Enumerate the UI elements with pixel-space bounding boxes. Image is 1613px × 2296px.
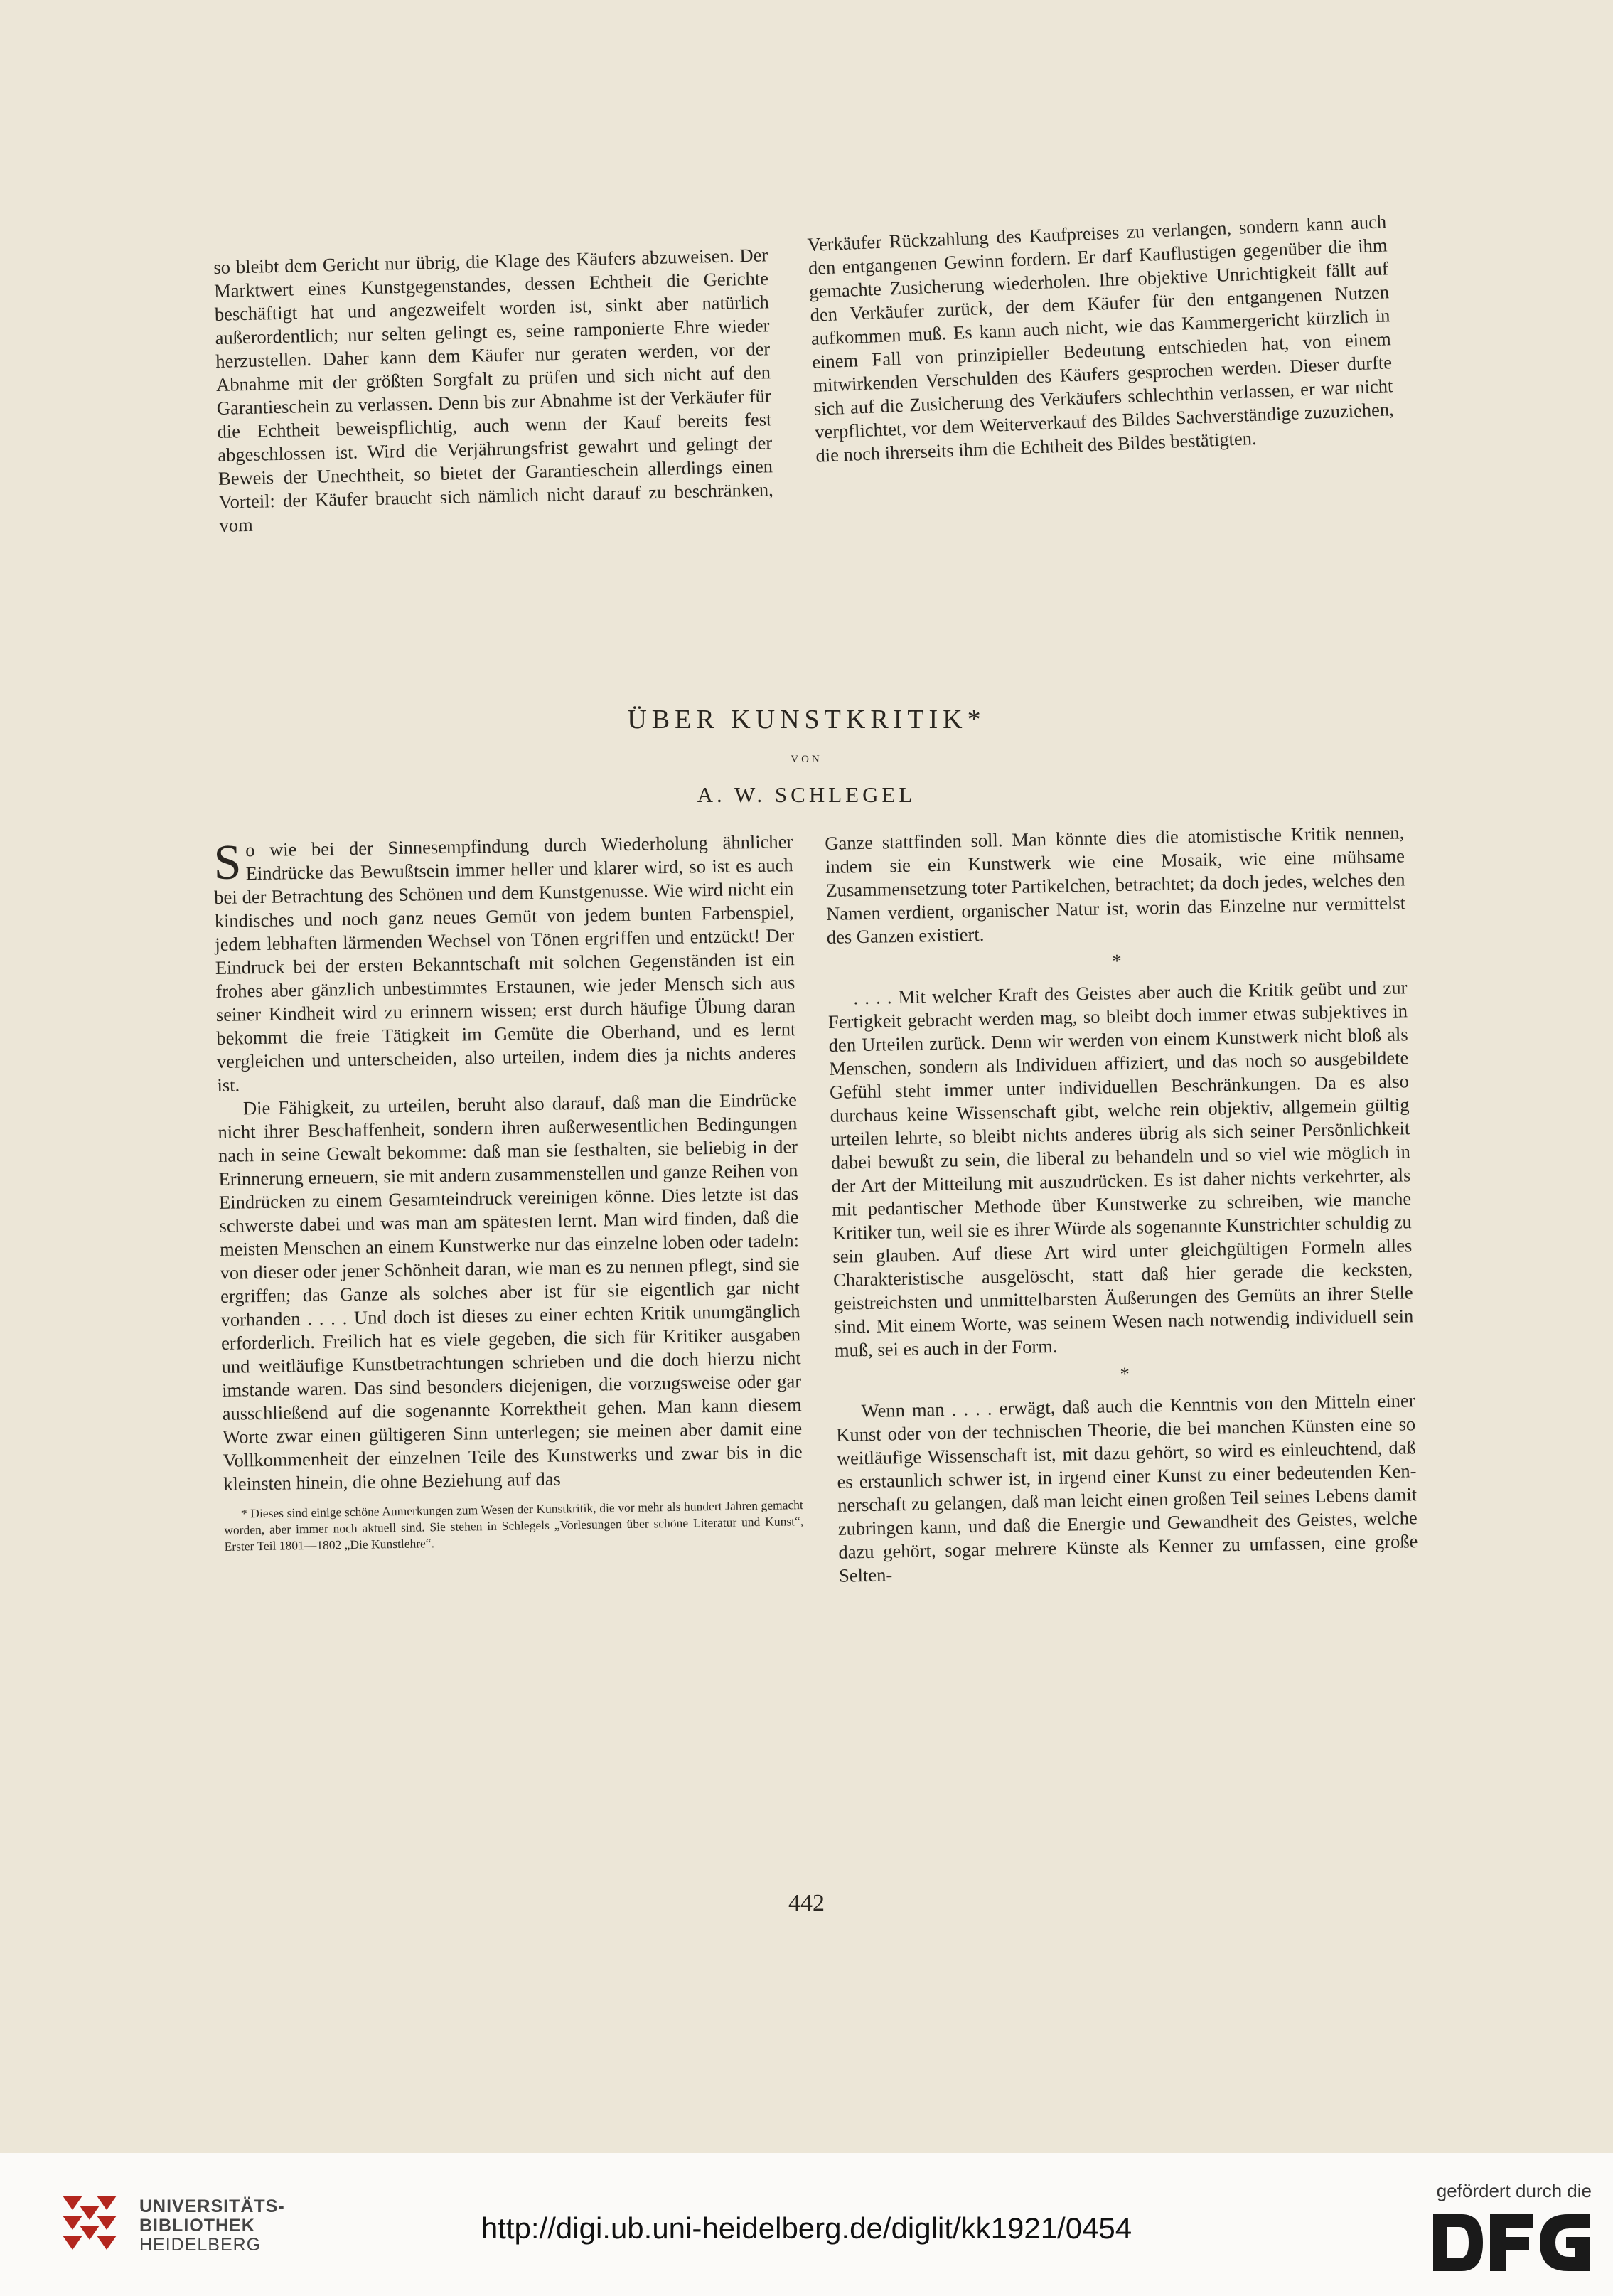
library-name-line-3: HEIDELBERG <box>139 2235 262 2255</box>
library-name-line-2: BIBLIOTHEK <box>139 2216 255 2236</box>
top-right-paragraph: Verkäufer Rückzahlung des Kaufpreises zu verlangen, sondern kann auch den entgangenen Gewinn fordern. Er darf Kauflustigen gegenüber die ihm gemachte Zusicherung wiederholen. Ihre objektive Unrichtigkeit fällt auf den Verkäufer zurück, der dem Käufer für den entgangenen Nutzen aufkommen muß. Es kann auch nicht, wie das Kammergericht kürzlich in einem Fall von prinzipieller Bedeutung entschieden hat, von einem mitwirkenden Verschulden des Käufers gesprochen werden. Dieser durfte sich auf die Zusicherung des Verkäufers schlechthin verlassen, er war nicht verpflichtet, vor dem Weiterverkauf des Bildes Sachverständige zuzuziehen, die noch ihrerseits ihm die Echtheit des Bildes bestätigten. <box>807 210 1395 466</box>
top-left-paragraph: so bleibt dem Gericht nur übrig, die Klage des Käufers abzuweisen. Der Marktwert eines Kunstgegenstandes, dessen Echtheit die Gerichte beschäftigt hat und angezweifelt worden ist, sinkt aber natürlich außerordentlich; nur selten gelingt es, seine ramponierte Ehre wieder herzustellen. Daher kann dem Käufer nur geraten werden, vor der Abnahme mit der größten Sorgfalt zu prüfen und sich nicht auf den Garantieschein zu verlassen. Denn bis zur Abnahme ist der Verkäufer für die Echtheit beweispflichtig, auch wenn der Kauf bereits fest abgeschlossen ist. Wird die Verjährungsfrist gewahrt und gelingt der Beweis der Unechtheit, so bietet der Garantieschein allerdings einen Vorteil: der Käufer braucht sich nämlich nicht darauf zu beschränken, vom <box>213 244 773 536</box>
article-von: VON <box>791 754 822 765</box>
section-star-2: * <box>1120 1362 1130 1385</box>
right-paragraph-3: Wenn man . . . . erwägt, daß auch die Kenntnis von den Mitteln einer Kunst oder von der technischen Theorie, die bei manchen Künsten eine so weitläufige Wissenschaft ist, mit dazu gehört, so wird es einleuchtend, daß es erstaunlich schwer ist, in irgend einer Kunst zu einer bedeutenden Kennerschaft zu gelangen, daß man leicht einen großen Teil seines Lebens damit zubringen kann, und daß die Energie und Gewandheit des Geistes, welche dazu gehört, sogar mehrere Künste als Kenner zu umfassen, eine große Selten- <box>835 1389 1418 1586</box>
right-column <box>825 821 1418 1587</box>
article-author: A. W. SCHLEGEL <box>697 782 916 807</box>
right-paragraph-1: Ganze stattfinden soll. Man könnte dies die atomistische Kritik nennen, indem sie ein Kunstwerk wie eine Mosaik, wie eine mühsame Zusammensetzung toter Partikelchen, betrachtet; da doch jedes, welches den Namen verdient, organischer Natur ist, worin das Einzelne nur vermittelst des Ganzen existiert. <box>825 821 1406 948</box>
footnote: * Dieses sind einige schöne Anmerkungen zum Wesen der Kunstkritik, die vor mehr als hundert Jahren gemacht worden, aber immer noch aktuell sind. Sie stehen in Schlegels „Vorlesungen über schöne Literatur und Kunst“, Erster Teil 1801—1802 „Die Kunstlehre“. <box>224 1497 804 1554</box>
left-paragraph-1-text: o wie bei der Sinnesempfindung durch Wiederholung ähnlicher Eindrücke das Bewußtsein immer heller und klarer wird, so ist es auch bei der Betrachtung des Schönen und dem Kunstgenusse. Wie wird nicht ein kindisches und noch ganz neues Gemüt von jedem bunten Farbenspiel, jedem lebhaften lärmenden Wechsel von Tönen ergriffen und entzückt! Der Eindruck bei der ersten Bekanntschaft mit solchen Gegenständen ist ein frohes aber gänzlich unbestimmtes Erstaunen, wie jeder Mensch sich aus seiner Kindheit wird zu erinnern wissen; erst durch häufige Übung daran bekommt die freie Tätigkeit im Gemüte die Oberhand, und es lernt vergleichen und unterscheiden, also urteilen, indem dies ja nichts anderes ist. <box>214 831 797 1096</box>
article-title: ÜBER KUNSTKRITIK* <box>627 705 986 735</box>
footer-bar <box>0 2153 1613 2296</box>
top-left-column <box>213 243 774 538</box>
top-right-column <box>807 210 1395 467</box>
library-name-line-1: UNIVERSITÄTS- <box>139 2196 285 2216</box>
left-column <box>213 830 804 1555</box>
page-number: 442 <box>788 1890 825 1916</box>
left-paragraph-1 <box>213 830 797 1097</box>
dfg-logo-icon <box>1430 2207 1593 2278</box>
section-star-1: * <box>1112 950 1122 972</box>
left-paragraph-2: Die Fähigkeit, zu urteilen, beruht also darauf, daß man die Eindrücke nicht ihrer Beschaffenheit, sondern ihren außerwesentlichen Bedingungen nach in seine Gewalt bekomme: daß man sie festhalten, sie beliebig in der Erinnerung erneuern, sie mit andern zusammenstellen und ganze Reihen von Eindrücken zu einem Gesamteindruck vereinigen könne. Dies letzte ist das schwerste dabei und was man am spätesten lernt. Man wird finden, daß die meisten Menschen an einem Kunstwerke nur das einzelne loben oder tadeln: von dieser oder jener Schönheit daran, wie man es zu nennen pflegt, sind sie ergriffen; das Ganze als solches aber ist für sie eigentlich gar nicht vorhanden . . . . Und doch ist dieses zu einer echten Kritik unumgänglich erforderlich. Freilich hat es viele gegeben, die sich für Kritiker ausgaben und weitläufige Kunstbetrachtungen schrieben und die doch hierzu nicht imstande waren. Das sind besonders diejenigen, die vorzugsweise oder gar ausschließend auf die sogenannte Korrektheit gehen. Man kann diesem Worte zwar einen gültigeren Sinn unterlegen; sie meinen aber damit eine Vollkommenheit der einzelnen Teile des Kunstwerks und zwar bis in die kleinsten hinein, die ohne Beziehung auf das <box>218 1089 803 1495</box>
right-paragraph-2: . . . . Mit welcher Kraft des Geistes aber auch die Kritik geübt und zur Fertigkeit gebracht werden mag, so bleibt doch immer etwas subjektives in den Urteilen zurück. Denn wir werden von einem Kunstwerk nicht bloß als Menschen, sondern als Individuen affiziert, und das noch so ausgebildete Gefühl steht immer unter individuellen Beschränkungen. Da es also durchaus keine Wissenschaft gibt, welche rein objektiv, allgemein gültig urteilen lehrte, so bleibt nichts anderes übrig als sich seiner Persönlichkeit dabei bewußt zu sein, die liberal zu behandeln und so viel wie möglich in der Art der Mitteilung mit auszudrücken. Es ist daher nichts verkehrter, als mit pedantischer Methode über Kunstwerke zu schreiben, wie manche Kritiker tun, weil sie es ihrer Würde als sogenannte Kunstrichter schuldig zu sein glauben. Auf diese Art wird unter gleichgültigen Formeln alles Charakteristische ausgelöscht, statt daß hier gerade die kecksten, geistreichsten und unmittelbarsten Äußerungen des Gemüts an ihrer Stelle sind. Mit einem Worte, was seinem Wesen nach notwendig individuell sein muß, sei es auch in der Form. <box>827 976 1414 1361</box>
permalink-url[interactable]: http://digi.ub.uni-heidelberg.de/diglit/kk1921/0454 <box>481 2211 1132 2245</box>
drop-cap: S <box>213 835 242 890</box>
sponsor-text: gefördert durch die <box>1436 2180 1592 2201</box>
